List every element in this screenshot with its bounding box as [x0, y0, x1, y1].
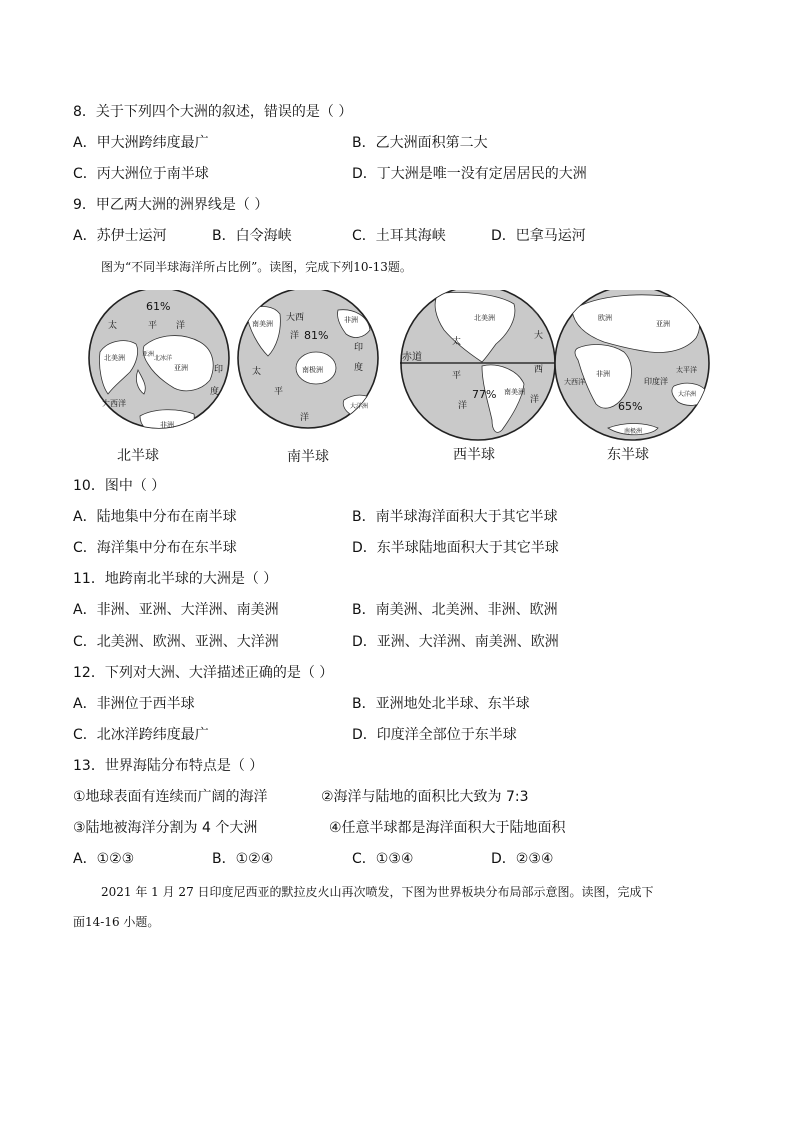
q13-statement-2: ②海洋与陆地的面积比大致为 7:3 [321, 789, 529, 805]
west-percent: 77% [472, 388, 497, 401]
east-ocean-atlantic: 大西洋 [564, 378, 585, 386]
south-land-africa: 非洲 [344, 316, 358, 324]
north-percent: 61% [146, 300, 171, 313]
globe-label-south: 南半球 [287, 449, 329, 465]
q12-option-a: A．非洲位于西半球 [73, 696, 195, 712]
q8-option-a: A．甲大洲跨纬度最广 [73, 135, 209, 151]
q12-option-b: B．亚洲地处北半球、东半球 [352, 696, 530, 712]
q13-stem: 13．世界海陆分布特点是（ ） [73, 758, 264, 774]
q13-statement-1: ①地球表面有连续而广阔的海洋 [73, 789, 268, 805]
q9-stem: 9．甲乙两大洲的洲界线是（ ） [73, 197, 269, 213]
globe-west [400, 290, 558, 440]
intro-14-16-line2: 面14-16 小题。 [73, 915, 160, 929]
east-land-antarctica: 南极洲 [624, 428, 643, 435]
north-ocean1-1: 平 [148, 321, 158, 331]
north-ocean2: 大西洋 [102, 399, 126, 408]
north-ocean3-1: 度 [210, 387, 220, 397]
east-land-asia: 亚洲 [656, 320, 670, 328]
globe-label-west: 西半球 [453, 447, 495, 463]
globe-east [555, 290, 709, 440]
q13-option-c: C．①③④ [352, 851, 414, 867]
q13-statement-3: ③陆地被海洋分割为 4 个大洲 [73, 820, 258, 836]
globe-north [89, 290, 229, 434]
q11-option-a: A．非洲、亚洲、大洋洲、南美洲 [73, 602, 279, 618]
south-ocean3-0: 太 [252, 367, 262, 377]
q13-option-a: A．①②③ [73, 851, 135, 867]
q10-option-d: D．东半球陆地面积大于其它半球 [352, 540, 559, 556]
east-land-europe: 欧洲 [598, 314, 612, 322]
q13-option-d: D．②③④ [491, 851, 554, 867]
north-land-namerica: 北美洲 [104, 354, 125, 362]
west-ocean-2: 洋 [458, 401, 468, 411]
hemispheres-figure [78, 290, 718, 470]
globe-label-east: 东半球 [607, 447, 649, 463]
east-ocean-indian: 印度洋 [644, 377, 668, 386]
west-ocean-4: 西 [534, 365, 544, 375]
q13-statement-4: ④任意半球都是海洋面积大于陆地面积 [329, 820, 566, 836]
q8-option-d: D．丁大洲是唯一没有定居居民的大洲 [352, 166, 587, 182]
north-ocean1-0: 太 [108, 321, 118, 331]
q11-option-c: C．北美洲、欧洲、亚洲、大洋洲 [73, 634, 279, 650]
north-ocean1-2: 洋 [176, 321, 186, 331]
q11-stem: 11．地跨南北半球的大洲是（ ） [73, 571, 278, 587]
north-land-asia: 亚洲 [174, 364, 188, 372]
north-land-africa: 非洲 [160, 421, 174, 429]
south-land-antarctica: 南极洲 [302, 366, 323, 374]
north-ocean3-0: 印 [214, 365, 224, 375]
q12-option-c: C．北冰洋跨纬度最广 [73, 727, 209, 743]
q8-stem: 8．关于下列四个大洲的叙述，错误的是（ ） [73, 104, 353, 120]
q11-option-d: D．亚洲、大洋洲、南美洲、欧洲 [352, 634, 559, 650]
q9-option-d: D．巴拿马运河 [491, 228, 586, 244]
q9-option-a: A．苏伊士运河 [73, 228, 167, 244]
west-land-samerica: 南美洲 [504, 388, 525, 396]
east-land-africa: 非洲 [596, 370, 610, 378]
north-misc-1: 北冰洋 [154, 355, 173, 362]
south-land-oceania: 大洋洲 [350, 403, 369, 410]
south-ocean3-1: 平 [274, 387, 284, 397]
q10-option-b: B．南半球海洋面积大于其它半球 [352, 509, 558, 525]
q8-option-b: B．乙大洲面积第二大 [352, 135, 488, 151]
q10-stem: 10．图中（ ） [73, 478, 166, 494]
q9-option-c: C．土耳其海峡 [352, 228, 446, 244]
south-ocean3-2: 洋 [300, 413, 310, 423]
north-misc-0: 亚洲 [142, 351, 155, 358]
intro-14-16-line1: 2021 年 1 月 27 日印度尼西亚的默拉皮火山再次喷发，下图为世界板块分布局部示意图。读图，完成下 [101, 885, 654, 899]
east-land-oceania: 大洋洲 [678, 391, 697, 398]
west-ocean-1: 平 [452, 371, 462, 381]
west-ocean-3: 大 [534, 331, 544, 341]
q10-option-a: A．陆地集中分布在南半球 [73, 509, 237, 525]
south-percent: 81% [304, 329, 329, 342]
east-percent: 65% [618, 400, 643, 413]
south-ocean1-0: 大西 [286, 313, 305, 323]
q12-option-d: D．印度洋全部位于东半球 [352, 727, 517, 743]
q9-option-b: B．白令海峡 [212, 228, 292, 244]
south-land-samerica: 南美洲 [252, 320, 273, 328]
globe-label-north: 北半球 [117, 448, 159, 464]
south-ocean1-1: 洋 [290, 331, 300, 341]
q8-option-c: C．丙大洲位于南半球 [73, 166, 209, 182]
west-equator-label: 赤道 [402, 352, 422, 363]
q12-stem: 12．下列对大洲、大洋描述正确的是（ ） [73, 665, 334, 681]
q10-option-c: C．海洋集中分布在东半球 [73, 540, 237, 556]
q13-option-b: B．①②④ [212, 851, 274, 867]
west-ocean-5: 洋 [530, 395, 540, 405]
q11-option-b: B．南美洲、北美洲、非洲、欧洲 [352, 602, 558, 618]
east-ocean-pacific: 太平洋 [676, 366, 697, 374]
intro-10-13: 图为“不同半球海洋所占比例”。读图，完成下列10-13题。 [101, 260, 412, 274]
south-ocean2-1: 度 [354, 363, 364, 373]
west-ocean-0: 太 [452, 337, 462, 347]
globe-south [238, 290, 378, 428]
west-land-namerica: 北美洲 [474, 314, 495, 322]
south-ocean2-0: 印 [354, 343, 364, 353]
